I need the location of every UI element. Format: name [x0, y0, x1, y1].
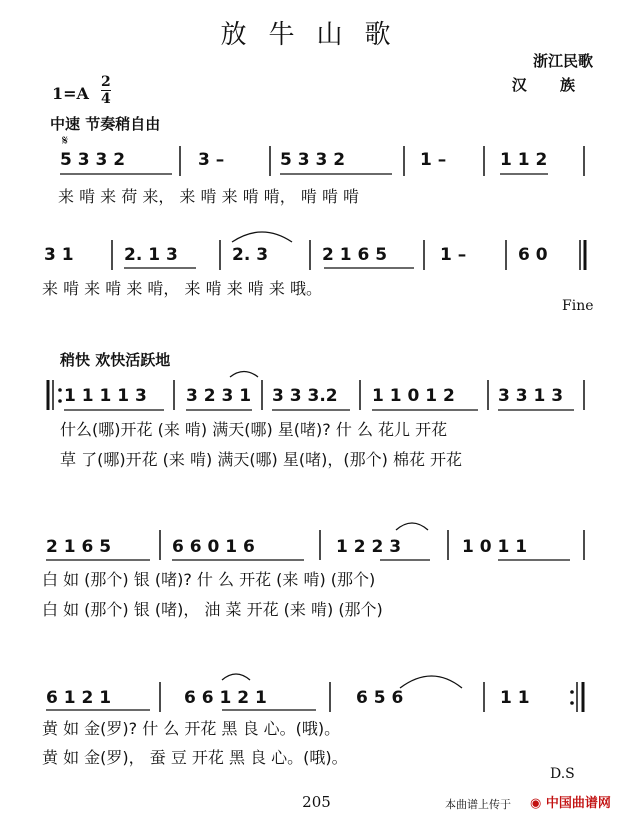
segno-sign: 𝄋: [62, 133, 69, 149]
notes-r1-m2: 3 –: [198, 150, 225, 170]
notes-r4-m2: 6 6 0 1 6: [172, 537, 255, 557]
page-number: 205: [302, 793, 331, 811]
notes-r2-m3: 2. 3: [232, 245, 269, 265]
lyrics-r4-v2: 白 如 (那个) 银 (啫)， 油 菜 开花 (来 啃) (那个): [42, 600, 383, 619]
notes-r4-m1: 2 1 6 5: [46, 537, 112, 557]
lyrics-r1: 来 啃 来 荷 来， 来 啃 来 啃 啃， 啃 啃 啃: [58, 187, 360, 206]
notes-r4-m4: 1 0 1 1: [462, 537, 528, 557]
bar-lines: [48, 146, 585, 712]
tempo-marking-2: 稍快 欢快活跃地: [60, 351, 171, 369]
notes-r2-m1: 3 1: [44, 245, 74, 265]
repeat-dots: [58, 388, 574, 705]
lyrics-r5-v1: 黄 如 金(罗)? 什 么 开花 黑 良 心。(哦)。: [42, 719, 341, 738]
lyrics-r2: 来 啃 来 啃 来 啃， 来 啃 来 啃 来 哦。: [42, 279, 322, 298]
notes-r3-m3: 3 3 3.2: [272, 386, 338, 406]
notes-r1-m1: 5 3 3 2: [60, 150, 126, 170]
lyrics-r3-v2: 草 了(哪)开花 (来 啃) 满天(哪) 星(啫)，(那个) 棉花 开花: [60, 450, 463, 469]
notes-r3-m4: 1 1 0 1 2: [372, 386, 455, 406]
tempo-marking-1: 中速 节奏稍自由: [50, 115, 161, 133]
upload-note: 本曲谱上传于: [445, 798, 511, 811]
song-title: 放牛山歌: [220, 20, 413, 50]
logo-text: 中国曲谱网: [545, 796, 611, 811]
notes-r3-m1: 1 1 1 1 3: [64, 386, 147, 406]
fine-mark: Fine: [562, 298, 594, 314]
notes-r2-m4: 2 1 6 5: [322, 245, 388, 265]
dal-segno-mark: D.S: [550, 766, 575, 782]
notes-r5-m2: 6 6 1 2 1: [184, 688, 267, 708]
notes-r1-m5: 1 1 2: [500, 150, 548, 170]
notes-r2-m6: 6 0: [518, 245, 548, 265]
time-denominator: 4: [101, 91, 111, 107]
logo-icon: ◉: [530, 796, 542, 811]
slurs: [222, 232, 462, 688]
time-numerator: 2: [101, 74, 111, 90]
origin-ethnicity: 汉 族: [511, 76, 589, 94]
notes-r5-m3: 6 5 6: [356, 688, 404, 708]
notes-r3-m5: 3 3 1 3: [498, 386, 564, 406]
notes-r3-m2: 3 2 3 1: [186, 386, 252, 406]
notes-r5-m4: 1 1: [500, 688, 530, 708]
notes-r1-m3: 5 3 3 2: [280, 150, 346, 170]
lyrics-r3-v1: 什么(哪)开花 (来 啃) 满天(哪) 星(啫)? 什 么 花儿 开花: [60, 420, 448, 439]
notes-r2-m5: 1 –: [440, 245, 467, 265]
notes-r4-m3: 1 2 2 3: [336, 537, 402, 557]
key-signature: 1=A: [52, 84, 89, 103]
lyrics-r5-v2: 黄 如 金(罗)， 蚕 豆 开花 黑 良 心。(哦)。: [42, 748, 348, 767]
lyrics-r4-v1: 白 如 (那个) 银 (啫)? 什 么 开花 (来 啃) (那个): [42, 570, 376, 589]
notes-r2-m2: 2. 1 3: [124, 245, 178, 265]
origin-region: 浙江民歌: [532, 52, 593, 70]
notes-r1-m4: 1 –: [420, 150, 447, 170]
notes-r5-m1: 6 1 2 1: [46, 688, 112, 708]
site-logo: [530, 792, 611, 811]
